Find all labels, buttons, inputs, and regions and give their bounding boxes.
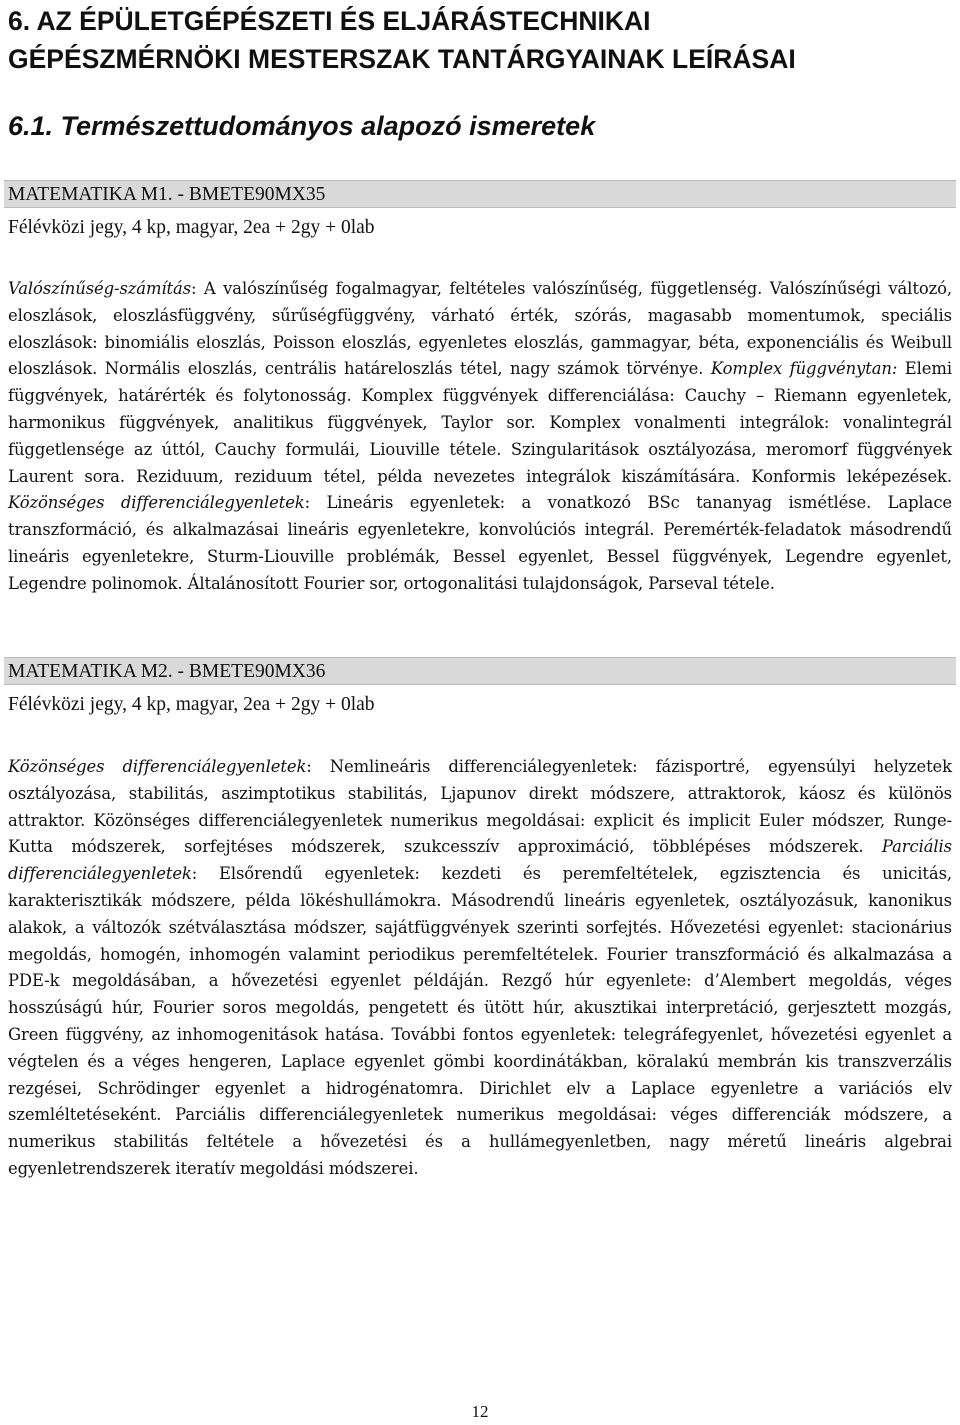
description-text: : Elsőrendű egyenletek: kezdeti és peremfeltételek, egzisztencia és unicitás, karakterisztikák módszere, példa lökéshullámokra. Másodrendű lineáris egyenletek, osztályozásuk, kanonikus alakok, a változók szétválasztása módszer, sajátfüggvények szerinti sorfejtés. Hővezetési egyenlet: stacionárius megoldás, homogén, inhomogén valamint periodikus peremfeltételek. Fourier transzformáció és alkalmazása a PDE-k megoldásában, a hővezetési egyenlet példáján. Rezgő húr egyenlete: d’Alembert megoldás, véges hosszúságú húr, Fourier soros megoldás, pengetett és ütött húr, akusztikai interpretáció, gerjesztett mozgás, Green függvény, az inhomogenitások hatása. További fontos egyenletek: telegráfegyenlet, hővezetési egyenlet a végtelen és a véges hengeren, Laplace egyenlet gömbi koordinátákban, köralakú membrán kis transzverzális rezgései, Schrödinger egyenlet a hidrogénatomra. Dirichlet elv a Laplace egyenletre a variációs elv szemléltetéseként. Parciális differenciálegyenletek numerikus megoldásai: véges differenciák módszere, a numerikus stabilitás feltétele a hővezetési és a hullámegyenletben, nagy méretű lineáris algebrai egyenletrendszerek iteratív megoldási módszerei. [8,864,952,1178]
course-heading-m1: MATEMATIKA M1. - BMETE90MX35 [4,180,956,208]
description-text: : A valószínűség fogalmagyar, feltételes valószínűség, függetlenség. Valószínűségi változó, eloszlások, eloszlásfüggvény, sűrűségfüggvény, várható érték, szórás, magasabb momentumok, speciális eloszlások: binomiális eloszlás, Poisson eloszlás, egyenletes eloszlás, gammagyar, béta, exponenciális és Weibull eloszlások. Normális eloszlás, centrális határeloszlás tétel, nagy számok törvénye. [8,279,952,379]
section-title: 6.1. Természettudományos alapozó ismeretek [8,111,596,141]
page-number: 12 [471,1402,489,1421]
topic-label: Valószínűség-számítás [8,279,192,298]
topic-label: Közönséges differenciálegyenletek [8,757,307,776]
description-text: Elemi függvények, határérték és folytonosság. Komplex függvények differenciálása: Cauchy – Riemann egyenletek, harmonikus függvények, analitikus függvények, Taylor sor. Komplex vonalmenti integrálok: vonalintegrál függetlensége az úttól, Cauchy formulái, Liouville tétele. Szingularitások osztályozása, meromorf függvények Laurent sora. Reziduum, reziduum tétel, példa nevezetes integrálok kiszámítására. Konformis leképezések. [8,359,952,486]
chapter-title [8,2,948,78]
chapter-title-line-1: 6. AZ ÉPÜLETGÉPÉSZETI ÉS ELJÁRÁSTECHNIKAI [8,6,651,36]
chapter-title-line-2: GÉPÉSZMÉRNÖKI MESTERSZAK TANTÁRGYAINAK LEÍRÁSAI [8,44,796,74]
course-meta-m2: Félévközi jegy, 4 kp, magyar, 2ea + 2gy + 0lab [8,694,375,715]
topic-label: Komplex függvénytan: [710,359,898,379]
topic-label: Közönséges differenciálegyenletek [8,493,305,513]
topic-label: Parciális differenciálegyenletek [8,837,952,884]
course-meta-m1: Félévközi jegy, 4 kp, magyar, 2ea + 2gy + 0lab [8,217,375,238]
course-description-m1 [8,276,952,598]
course-description-m2 [8,754,952,1183]
description-text: : Nemlineáris differenciálegyenletek: fázisportré, egyensúlyi helyzetek osztályozása, stabilitás, aszimptotikus stabilitás, Ljapunov direkt módszere, attraktorok, káosz és különös attraktor. Közönséges differenciálegyenletek numerikus megoldásai: explicit és implicit Euler módszer, Runge-Kutta módszerek, sorfejtéses módszerek, szukcesszív approximáció, többlépéses módszerek. [8,757,952,857]
description-text: : Lineáris egyenletek: a vonatkozó BSc tananyag ismétlése. Laplace transzformáció, és alkalmazásai lineáris egyenletekre, konvolúciós integrál. Peremérték-feladatok másodrendű lineáris egyenletekre, Sturm-Liouville problémák, Bessel egyenlet, Bessel függvények, Legendre egyenlet, Legendre polinomok. Általánosított Fourier sor, ortogonalitási tulajdonságok, Parseval tétele. [8,493,953,593]
course-heading-m2: MATEMATIKA M2. - BMETE90MX36 [4,657,956,685]
